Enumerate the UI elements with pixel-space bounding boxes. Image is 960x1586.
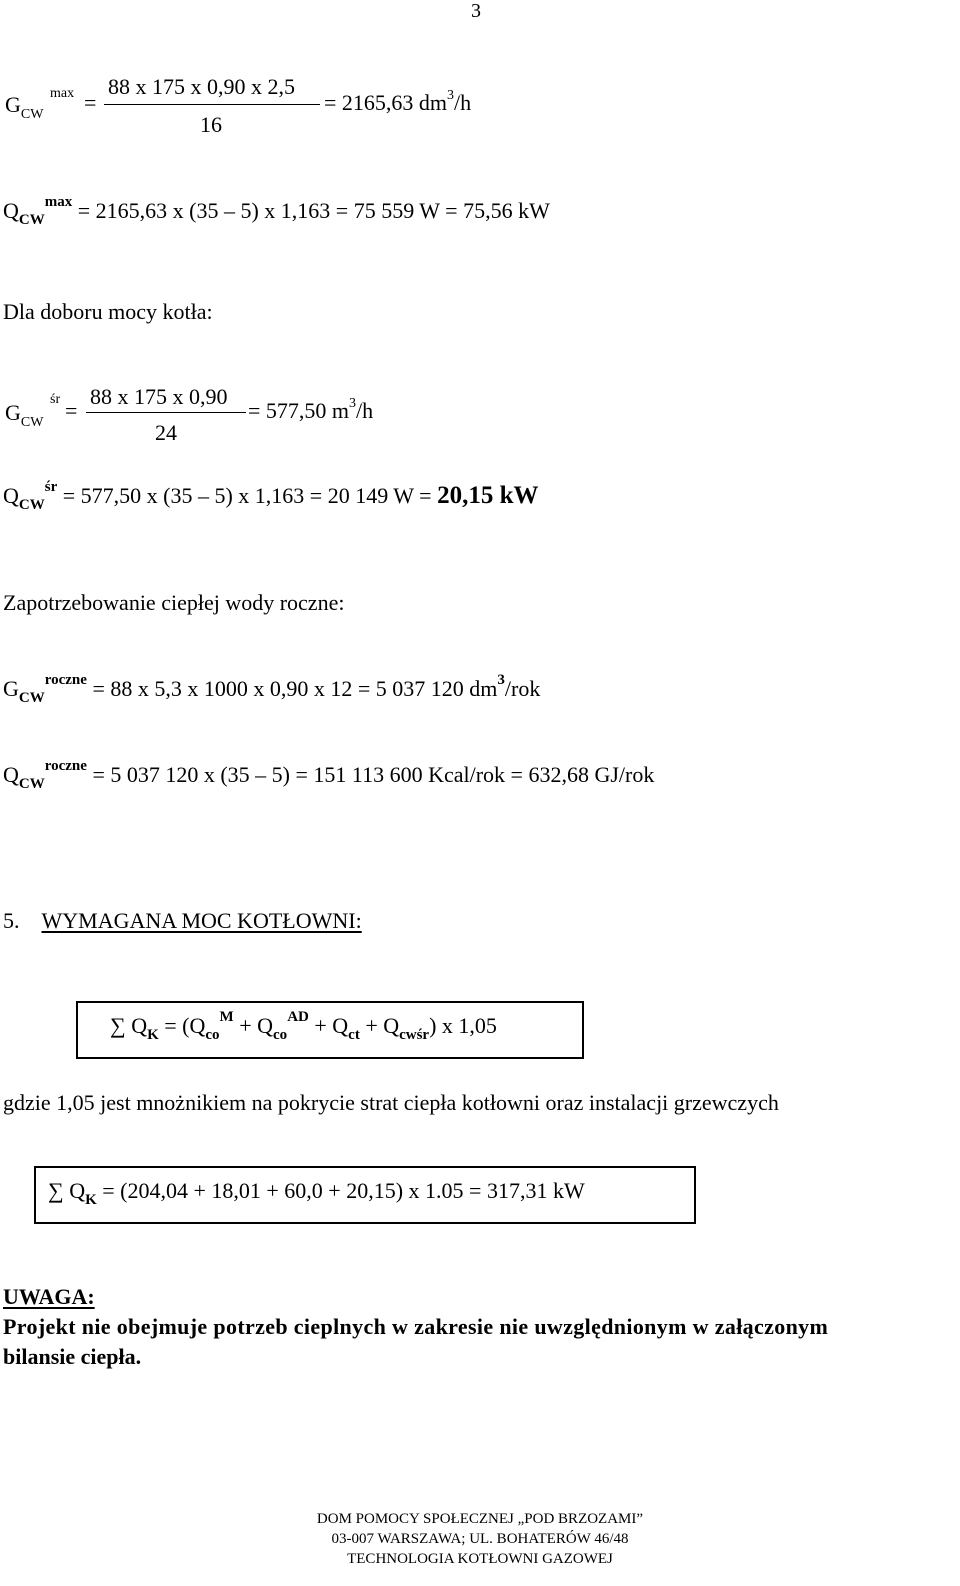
fraction-denominator: 16 bbox=[200, 112, 222, 137]
superscript: max bbox=[50, 86, 75, 101]
equation-q-cw-annual: $Q_{CW}^{roczne} = 5$ 037 120 x (35 – 5) = 151 113 600 Kcal/rok = 632,68 GJ/rok bbox=[3, 758, 655, 792]
result: = 577,50 $m^3/h$ bbox=[248, 396, 374, 423]
note-text-line-2: bilansie ciepła. bbox=[3, 1344, 142, 1369]
equation-q-cw-max: $Q_{CW}^{max} = 2165,63$ x (35 – 5) x 1,163 = 75 559 W = 75,56 kW bbox=[3, 194, 550, 228]
section-number: 5. bbox=[3, 908, 20, 933]
section-heading bbox=[3, 908, 362, 934]
footer-line-1: DOM POMOCY SPOŁECZNEJ „POD BRZOZAMI” bbox=[316, 1511, 644, 1527]
page-number: 3 bbox=[471, 0, 481, 22]
equation-g-cw-annual: $G_{CW}^{roczne} = 88$ x 5,3 x 1000 x 0,90 x 12 = 5 037 120 $dm^3$/rok bbox=[3, 672, 541, 706]
formula-total-power: ∑ $Q_K = (Q_{co}^M + Q_{co}^{AD} + Q_{ct} + Q_{cwśr})$ x 1,05 bbox=[110, 1009, 497, 1043]
equation-q-cw-avg: $Q_{CW}^{śr} = 577,50$ x (35 – 5) x 1,163 = 20 149 W = 20,15 kW bbox=[3, 479, 539, 513]
superscript: śr bbox=[50, 392, 61, 407]
sigma-icon: ∑ bbox=[110, 1013, 126, 1038]
fraction-numerator: 88 x 175 x 0,90 x 2,5 bbox=[108, 74, 295, 99]
result: = 2165,63 $dm^3/h$ bbox=[324, 88, 472, 115]
symbol: G bbox=[5, 400, 21, 425]
fraction-line bbox=[104, 104, 320, 105]
equals-sign: = bbox=[84, 90, 97, 115]
fraction-line bbox=[86, 412, 246, 413]
subscript: CW bbox=[20, 415, 44, 430]
equals-sign: = bbox=[65, 398, 78, 423]
heading-boiler-selection: Dla doboru mocy kotła: bbox=[3, 299, 213, 324]
fraction-numerator: 88 x 175 x 0,90 bbox=[90, 384, 228, 409]
formula-result: ∑ $Q_K = (204,04 + 18,01 + 60,0 + 20,15)$ x 1.05 = 317,31 kW bbox=[48, 1178, 585, 1208]
sigma-icon: ∑ bbox=[48, 1178, 64, 1203]
note-text-line-1: Projekt nie obejmuje potrzeb cieplnych w zakresie nie uwzględnionym w załączonym bbox=[3, 1314, 829, 1339]
heading-annual-hot-water: Zapotrzebowanie ciepłej wody roczne: bbox=[3, 590, 345, 615]
fraction-denominator: 24 bbox=[155, 420, 177, 445]
highlighted-result: 20,15 kW bbox=[437, 482, 539, 509]
note-multiplier: gdzie 1,05 jest mnożnikiem na pokrycie strat ciepła kotłowni oraz instalacji grzewczych bbox=[3, 1090, 779, 1115]
footer-line-3: TECHNOLOGIA KOTŁOWNI GAZOWEJ bbox=[347, 1551, 613, 1567]
subscript: CW bbox=[20, 107, 44, 122]
footer-line-2: 03-007 WARSZAWA; UL. BOHATERÓW 46/48 bbox=[331, 1531, 629, 1547]
section-title: WYMAGANA MOC KOTŁOWNI: bbox=[41, 908, 362, 933]
symbol: G bbox=[5, 92, 21, 117]
note-label: UWAGA: bbox=[3, 1284, 95, 1309]
